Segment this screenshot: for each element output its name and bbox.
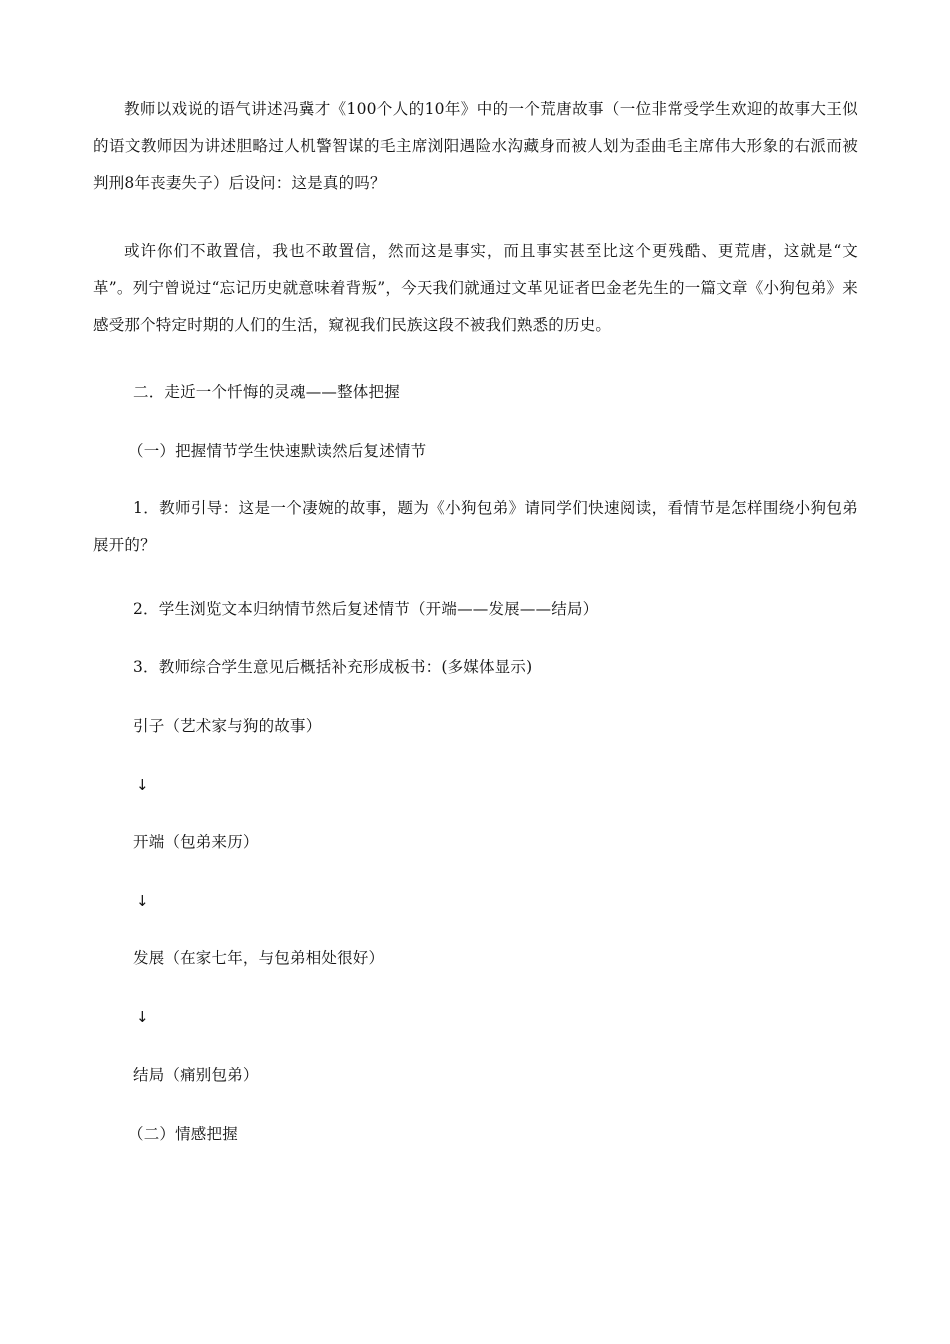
subsection-heading-2: （二）情感把握 bbox=[128, 1125, 238, 1143]
subsection-heading-1: （一）把握情节学生快速默读然后复述情节 bbox=[128, 442, 427, 460]
flow-node-development: 发展（在家七年，与包弟相处很好） bbox=[133, 949, 385, 967]
paragraph-intro-story: 教师以戏说的语气讲述冯冀才《100个人的10年》中的一个荒唐故事（一位非常受学生欢迎的故事大王似的语文教师因为讲述胆略过人机警智谋的毛主席浏阳遇险水沟藏身而被人划为歪曲毛主席伟大形象的右派而被判刑8年丧妻失子）后设问：这是真的吗？ bbox=[93, 100, 858, 192]
step-3: 3．教师综合学生意见后概括补充形成板书：(多媒体显示) bbox=[133, 658, 533, 676]
down-arrow-icon: ↓ bbox=[136, 892, 149, 910]
down-arrow-icon: ↓ bbox=[136, 776, 149, 794]
flow-node-beginning: 开端（包弟来历） bbox=[133, 833, 259, 851]
step-1: 1．教师引导：这是一个凄婉的故事，题为《小狗包弟》请同学们快速阅读，看情节是怎样围绕小狗包弟展开的？ bbox=[93, 499, 858, 554]
down-arrow-icon: ↓ bbox=[136, 1008, 149, 1026]
flow-node-ending: 结局（痛别包弟） bbox=[133, 1066, 259, 1084]
section-heading-2: 二．走近一个忏悔的灵魂——整体把握 bbox=[133, 383, 400, 401]
flow-node-intro: 引子（艺术家与狗的故事） bbox=[133, 717, 322, 735]
step-2: 2．学生浏览文本归纳情节然后复述情节（开端——发展——结局） bbox=[133, 600, 599, 618]
paragraph-context: 或许你们不敢置信，我也不敢置信，然而这是事实，而且事实甚至比这个更残酷、更荒唐，这就是“文革”。列宁曾说过“忘记历史就意味着背叛”，今天我们就通过文革见证者巴金老先生的一篇文章《小狗包弟》来感受那个特定时期的人们的生活，窥视我们民族这段不被我们熟悉的历史。 bbox=[93, 242, 858, 334]
